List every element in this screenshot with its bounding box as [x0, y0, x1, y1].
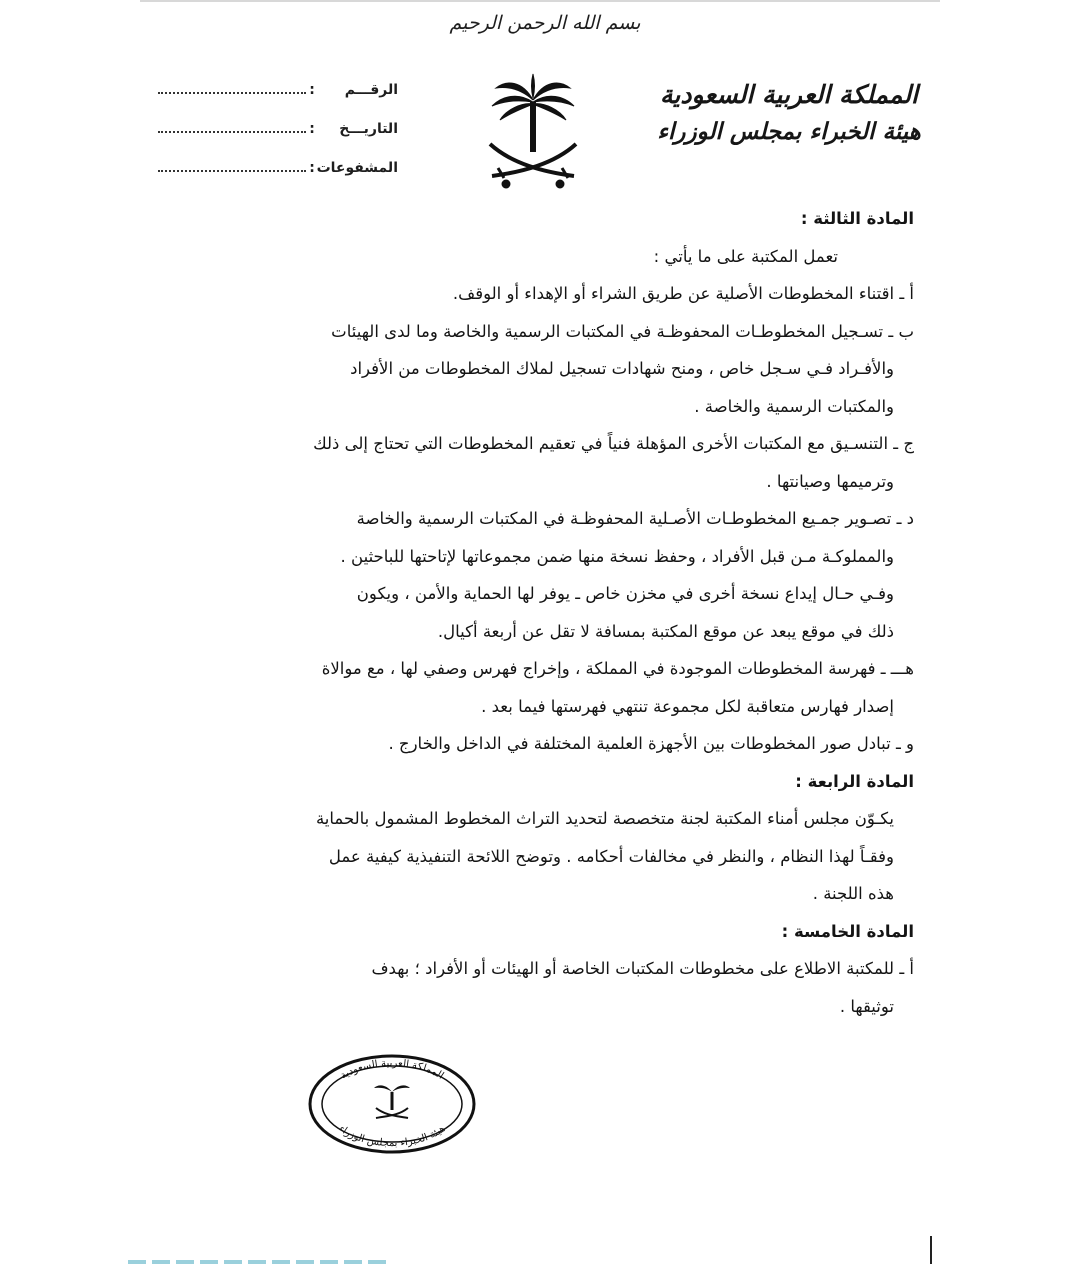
- basmala: بسم الله الرحمن الرحيم: [449, 12, 641, 34]
- org-line-2: هيئة الخبراء بمجلس الوزراء: [657, 118, 921, 145]
- article5-heading: المادة الخامسة :: [781, 921, 914, 941]
- meta-field-attachments: [158, 158, 398, 178]
- article4-line: وفقـاً لهذا النظام ، والنظر في مخالفات أحكامه . وتوضح اللائحة التنفيذية كيفية عمل: [328, 846, 894, 866]
- article3-line: والمكتبات الرسمية والخاصة .: [694, 396, 894, 416]
- org-line-1: المملكة العربية السعودية: [659, 80, 919, 109]
- meta-value-blank: [158, 158, 306, 172]
- article3-line: وترميمها وصيانتها .: [766, 471, 894, 491]
- meta-label: التاريـــخ: [339, 121, 398, 137]
- article3-line: ب ـ تسـجيل المخطوطـات المحفوظـة في المكتبات الرسمية والخاصة وما لدى الهيئات: [331, 321, 914, 341]
- stamp-bottom-text: هيئة الخبراء بمجلس الوزراء: [336, 1123, 448, 1150]
- meta-label: الرقـــم: [344, 82, 398, 98]
- article5-line: أ ـ للمكتبة الاطلاع على مخطوطات المكتبات الخاصة أو الهيئات أو الأفراد ؛ بهدف: [371, 959, 914, 978]
- letter-meta-fields: [158, 80, 398, 197]
- letterhead-org-name: [654, 76, 924, 150]
- article3-heading: المادة الثالثة :: [800, 209, 914, 228]
- meta-colon: :: [309, 160, 315, 176]
- meta-label: المشفوعات: [316, 160, 398, 176]
- meta-colon: :: [309, 121, 315, 137]
- article3-line: وفـي حـال إيداع نسخة أخرى في مخزن خاص ـ يوفر لها الحماية والأمن ، ويكون: [356, 584, 894, 603]
- meta-field-date: [158, 119, 398, 139]
- top-border-line: [140, 0, 940, 2]
- article4-line: هذه اللجنة .: [812, 884, 894, 903]
- article4-heading: المادة الرابعة :: [795, 771, 914, 791]
- article3-line: ذلك في موقع يبعد عن موقع المكتبة بمسافة لا تقل عن أربعة أكيال.: [437, 621, 894, 641]
- article3-line: والمملوكـة مـن قبل الأفراد ، وحفظ نسخة منها ضمن مجموعاتها لإتاحتها للباحثين .: [340, 546, 894, 566]
- article3-line: إصدار فهارس متعاقبة لكل مجموعة تنتهي فهرستها فيما بعد .: [481, 696, 894, 716]
- article5-line: توثيقها .: [839, 996, 894, 1016]
- saudi-emblem-icon: [484, 72, 582, 194]
- meta-value-blank: [158, 119, 306, 133]
- article3-line: والأفـراد فـي سـجل خاص ، ومنح شهادات تسجيل لملاك المخطوطات من الأفراد: [350, 359, 894, 378]
- article4-line: يكـوّن مجلس أمناء المكتبة لجنة متخصصة لتحديد التراث المخطوط المشمول بالحماية: [315, 809, 894, 828]
- article3-line: هـــ ـ فهرسة المخطوطات الموجودة في المملكة ، وإخراج فهرس وصفي لها ، مع موالاة: [321, 659, 914, 678]
- official-seal-stamp: [306, 1052, 478, 1156]
- meta-value-blank: [158, 80, 306, 94]
- document-body: [194, 200, 914, 1025]
- article3-intro: تعمل المكتبة على ما يأتي :: [653, 246, 838, 266]
- stamp-emblem-icon: [374, 1085, 410, 1118]
- footer-edge-mark: [930, 1236, 932, 1264]
- article3-line: ج ـ التنسـيق مع المكتبات الأخرى المؤهلة فنياً في تعقيم المخطوطات التي تحتاج إلى ذلك: [313, 434, 914, 453]
- stamp-top-text: المملكة العربية السعودية: [338, 1057, 446, 1082]
- article3-line: أ ـ اقتناء المخطوطات الأصلية عن طريق الشراء أو الإهداء أو الوقف.: [452, 284, 914, 303]
- article3-line: د ـ تصـوير جمـيع المخطوطـات الأصـلية المحفوظـة في المكتبات الرسمية والخاصة: [356, 509, 914, 528]
- footer-decorative-line: [128, 1260, 388, 1264]
- meta-field-number: [158, 80, 398, 100]
- article3-line: و ـ تبادل صور المخطوطات بين الأجهزة العلمية المختلفة في الداخل والخارج .: [388, 734, 914, 753]
- meta-colon: :: [309, 82, 315, 98]
